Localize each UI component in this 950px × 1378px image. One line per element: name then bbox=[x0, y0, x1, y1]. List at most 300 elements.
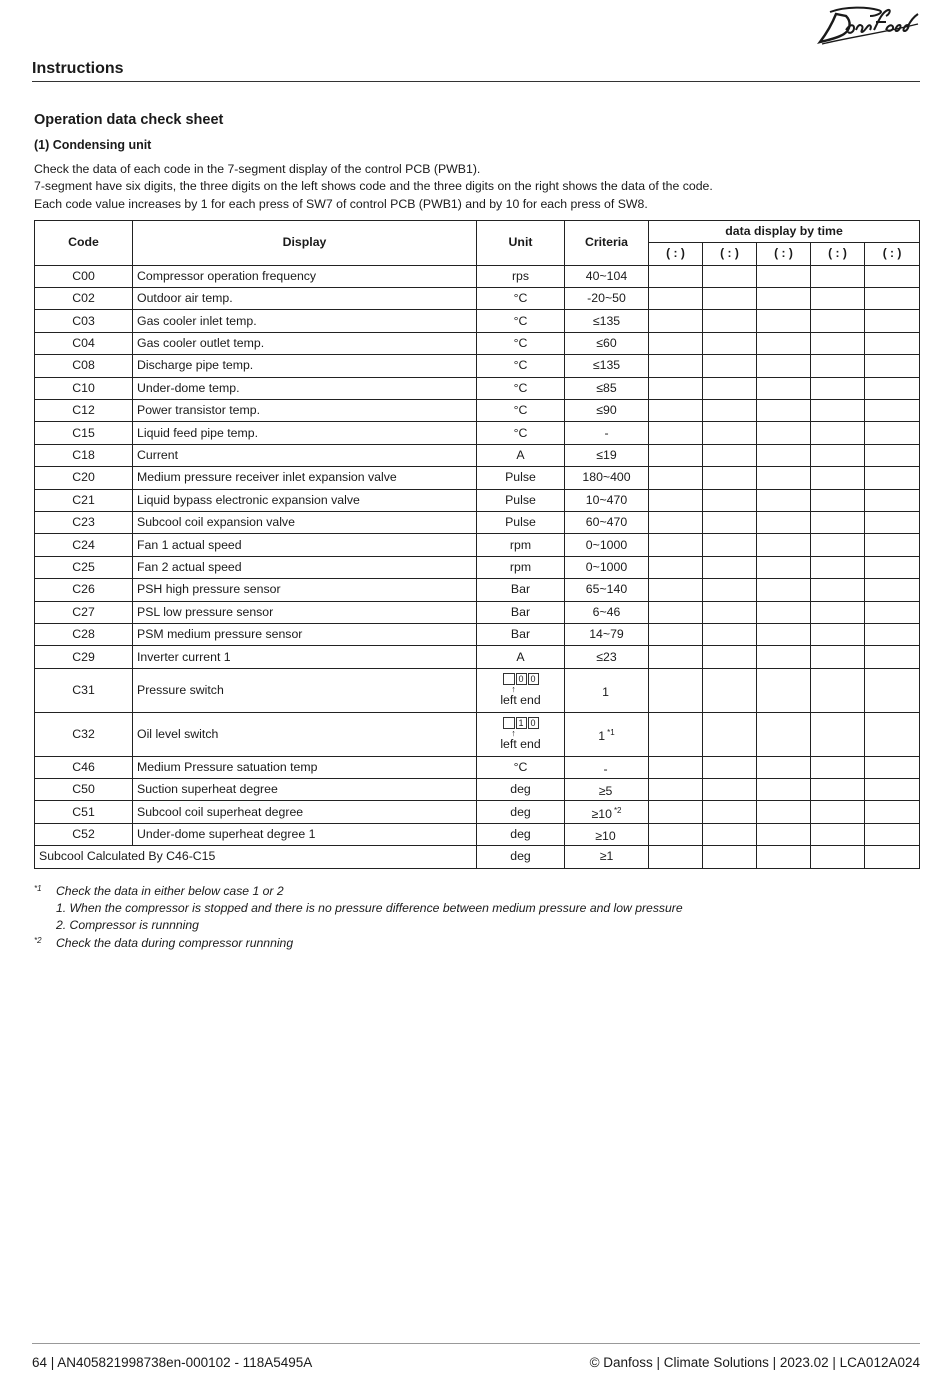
table-row bbox=[35, 332, 920, 354]
table-row bbox=[35, 646, 920, 668]
time-slot-cell[interactable] bbox=[757, 310, 811, 332]
time-slot-cell[interactable] bbox=[811, 400, 865, 422]
code-cell: C29 bbox=[35, 646, 133, 668]
intro-line: Check the data of each code in the 7-segment display of the control PCB (PWB1). bbox=[34, 162, 481, 176]
operation-data-table bbox=[34, 220, 920, 869]
display-cell: PSL low pressure sensor bbox=[133, 601, 477, 623]
code-cell: C12 bbox=[35, 400, 133, 422]
time-slot-cell[interactable] bbox=[649, 801, 703, 823]
time-slot-cell[interactable] bbox=[757, 823, 811, 845]
time-slot-cell[interactable] bbox=[865, 332, 920, 354]
footnote-line: 2. Compressor is runnning bbox=[56, 918, 199, 933]
time-slot-cell[interactable] bbox=[757, 422, 811, 444]
time-slot-cell[interactable] bbox=[811, 779, 865, 801]
time-slot-cell[interactable] bbox=[649, 556, 703, 578]
table-row bbox=[35, 712, 920, 756]
time-slot-cell[interactable] bbox=[757, 846, 811, 868]
footnote-line: 1. When the compressor is stopped and there is no pressure difference between medium pressure and low pressure bbox=[56, 900, 683, 915]
display-cell: Inverter current 1 bbox=[133, 646, 477, 668]
time-slot-cell[interactable] bbox=[703, 400, 757, 422]
time-slot-cell[interactable] bbox=[649, 489, 703, 511]
table-row bbox=[35, 422, 920, 444]
code-cell: C51 bbox=[35, 801, 133, 823]
code-cell: C02 bbox=[35, 288, 133, 310]
criteria-cell: ≤135 bbox=[565, 355, 649, 377]
danfoss-logo-icon bbox=[816, 4, 920, 46]
table-row bbox=[35, 534, 920, 556]
time-slot-cell[interactable] bbox=[811, 801, 865, 823]
footnote-ref: *2 bbox=[613, 805, 622, 815]
time-slot-cell[interactable] bbox=[703, 779, 757, 801]
time-slot-cell[interactable] bbox=[865, 489, 920, 511]
criteria-cell bbox=[565, 712, 649, 756]
criteria-value: ≥10 bbox=[591, 806, 612, 821]
time-slot-cell[interactable] bbox=[703, 823, 757, 845]
criteria-cell: ≤85 bbox=[565, 377, 649, 399]
time-slot-cell[interactable] bbox=[703, 801, 757, 823]
criteria-cell bbox=[565, 668, 649, 712]
table-row bbox=[35, 601, 920, 623]
code-cell: C00 bbox=[35, 265, 133, 287]
time-slot-cell[interactable] bbox=[649, 823, 703, 845]
footnote-mark: *2 bbox=[34, 935, 42, 945]
time-slot-cell[interactable] bbox=[811, 623, 865, 645]
arrow-up-icon: ↑ bbox=[511, 684, 516, 695]
time-slot-cell[interactable] bbox=[865, 467, 920, 489]
footnote-ref: *1 bbox=[607, 727, 615, 737]
time-slot-cell[interactable] bbox=[649, 846, 703, 868]
code-cell: C08 bbox=[35, 355, 133, 377]
time-slot-cell[interactable] bbox=[649, 712, 703, 756]
display-cell: Oil level switch bbox=[133, 712, 477, 756]
time-slot-cell[interactable] bbox=[811, 556, 865, 578]
table-row bbox=[35, 846, 920, 868]
time-slot-cell[interactable] bbox=[811, 601, 865, 623]
code-cell: C23 bbox=[35, 511, 133, 533]
criteria-cell: ≤135 bbox=[565, 310, 649, 332]
time-slot-cell[interactable] bbox=[811, 422, 865, 444]
time-slot-cell[interactable] bbox=[703, 355, 757, 377]
display-cell: PSH high pressure sensor bbox=[133, 579, 477, 601]
time-slot-cell[interactable] bbox=[649, 400, 703, 422]
time-slot-cell[interactable] bbox=[757, 534, 811, 556]
criteria-cell bbox=[565, 823, 649, 845]
code-cell: C31 bbox=[35, 668, 133, 712]
code-cell: C50 bbox=[35, 779, 133, 801]
time-slot-cell[interactable] bbox=[757, 467, 811, 489]
time-slot-cell[interactable] bbox=[865, 668, 920, 712]
time-slot-cell[interactable] bbox=[865, 823, 920, 845]
criteria-value: ≥10 bbox=[595, 829, 616, 844]
time-slot-cell[interactable] bbox=[703, 756, 757, 778]
time-slot-cell[interactable] bbox=[811, 355, 865, 377]
header-time-slot: ( : ) bbox=[757, 243, 811, 265]
arrow-up-icon: ↑ bbox=[511, 728, 516, 739]
time-slot-cell[interactable] bbox=[865, 400, 920, 422]
display-cell: Liquid bypass electronic expansion valve bbox=[133, 489, 477, 511]
time-slot-cell[interactable] bbox=[757, 623, 811, 645]
header-time-slot: ( : ) bbox=[865, 243, 920, 265]
unit-cell: rpm bbox=[477, 534, 565, 556]
criteria-cell: 180~400 bbox=[565, 467, 649, 489]
intro-line: Each code value increases by 1 for each press of SW7 of control PCB (PWB1) and by 10 for each press of SW8. bbox=[34, 196, 648, 211]
segment-digit: 0 bbox=[516, 673, 527, 685]
time-slot-cell[interactable] bbox=[865, 556, 920, 578]
time-slot-cell[interactable] bbox=[649, 332, 703, 354]
segment-display-cell bbox=[477, 712, 565, 756]
header-time-slot: ( : ) bbox=[811, 243, 865, 265]
criteria-cell: - bbox=[565, 422, 649, 444]
code-cell: C21 bbox=[35, 489, 133, 511]
time-slot-cell[interactable] bbox=[757, 377, 811, 399]
unit-cell: Pulse bbox=[477, 467, 565, 489]
unit-cell: Bar bbox=[477, 623, 565, 645]
time-slot-cell[interactable] bbox=[649, 601, 703, 623]
time-slot-cell[interactable] bbox=[703, 623, 757, 645]
time-slot-cell[interactable] bbox=[811, 377, 865, 399]
time-slot-cell[interactable] bbox=[865, 534, 920, 556]
time-slot-cell[interactable] bbox=[649, 511, 703, 533]
time-slot-cell[interactable] bbox=[757, 668, 811, 712]
time-slot-cell[interactable] bbox=[811, 288, 865, 310]
display-cell: Fan 2 actual speed bbox=[133, 556, 477, 578]
footer-divider bbox=[32, 1343, 920, 1344]
display-cell: Gas cooler inlet temp. bbox=[133, 310, 477, 332]
time-slot-cell[interactable] bbox=[865, 846, 920, 868]
unit-cell: rpm bbox=[477, 556, 565, 578]
segment-digits bbox=[481, 673, 560, 685]
segment-digit: 0 bbox=[528, 717, 539, 729]
time-slot-cell[interactable] bbox=[811, 668, 865, 712]
table-row bbox=[35, 511, 920, 533]
intro-text bbox=[34, 161, 920, 213]
unit-cell: A bbox=[477, 646, 565, 668]
unit-cell: Pulse bbox=[477, 489, 565, 511]
time-slot-cell[interactable] bbox=[811, 823, 865, 845]
table-row bbox=[35, 623, 920, 645]
code-cell: C27 bbox=[35, 601, 133, 623]
criteria-cell: 0~1000 bbox=[565, 534, 649, 556]
code-cell: C20 bbox=[35, 467, 133, 489]
segment-digit: 1 bbox=[516, 717, 527, 729]
table-row bbox=[35, 288, 920, 310]
display-cell: Gas cooler outlet temp. bbox=[133, 332, 477, 354]
table-row bbox=[35, 444, 920, 466]
code-cell: C26 bbox=[35, 579, 133, 601]
time-slot-cell[interactable] bbox=[649, 668, 703, 712]
time-slot-cell[interactable] bbox=[811, 534, 865, 556]
table-row bbox=[35, 265, 920, 287]
time-slot-cell[interactable] bbox=[649, 646, 703, 668]
display-cell: Compressor operation frequency bbox=[133, 265, 477, 287]
display-cell: Subcool coil superheat degree bbox=[133, 801, 477, 823]
document-body bbox=[34, 112, 920, 952]
time-slot-cell[interactable] bbox=[649, 422, 703, 444]
time-slot-cell[interactable] bbox=[811, 646, 865, 668]
time-slot-cell[interactable] bbox=[703, 511, 757, 533]
unit-cell: °C bbox=[477, 288, 565, 310]
header-time-slot: ( : ) bbox=[649, 243, 703, 265]
time-slot-cell[interactable] bbox=[757, 355, 811, 377]
footnotes bbox=[34, 883, 920, 952]
time-slot-cell[interactable] bbox=[757, 265, 811, 287]
time-slot-cell[interactable] bbox=[865, 801, 920, 823]
display-cell: Pressure switch bbox=[133, 668, 477, 712]
time-slot-cell[interactable] bbox=[703, 489, 757, 511]
unit-cell: °C bbox=[477, 400, 565, 422]
time-slot-cell[interactable] bbox=[649, 579, 703, 601]
time-slot-cell[interactable] bbox=[757, 511, 811, 533]
display-cell: PSM medium pressure sensor bbox=[133, 623, 477, 645]
time-slot-cell[interactable] bbox=[811, 265, 865, 287]
time-slot-cell[interactable] bbox=[811, 579, 865, 601]
time-slot-cell[interactable] bbox=[865, 623, 920, 645]
time-slot-cell[interactable] bbox=[703, 579, 757, 601]
segment-digits bbox=[481, 717, 560, 729]
footer-doc-id: 64 | AN405821998738en-000102 - 118A5495A bbox=[32, 1355, 313, 1370]
time-slot-cell[interactable] bbox=[649, 310, 703, 332]
header-display: Display bbox=[133, 220, 477, 265]
time-slot-cell[interactable] bbox=[757, 601, 811, 623]
table-row bbox=[35, 400, 920, 422]
time-slot-cell[interactable] bbox=[703, 846, 757, 868]
time-slot-cell[interactable] bbox=[649, 444, 703, 466]
time-slot-cell[interactable] bbox=[703, 332, 757, 354]
time-slot-cell[interactable] bbox=[865, 712, 920, 756]
unit-cell: Bar bbox=[477, 601, 565, 623]
time-slot-cell[interactable] bbox=[649, 534, 703, 556]
display-cell: Subcool coil expansion valve bbox=[133, 511, 477, 533]
unit-cell: Bar bbox=[477, 579, 565, 601]
table-row bbox=[35, 779, 920, 801]
unit-cell: deg bbox=[477, 801, 565, 823]
time-slot-cell[interactable] bbox=[703, 265, 757, 287]
time-slot-cell[interactable] bbox=[811, 712, 865, 756]
unit-cell: deg bbox=[477, 779, 565, 801]
criteria-cell: ≤23 bbox=[565, 646, 649, 668]
segment-digit: 0 bbox=[528, 673, 539, 685]
criteria-cell: ≤19 bbox=[565, 444, 649, 466]
header-time-slot: ( : ) bbox=[703, 243, 757, 265]
time-slot-cell[interactable] bbox=[811, 444, 865, 466]
criteria-value: - bbox=[603, 761, 608, 776]
table-row bbox=[35, 668, 920, 712]
segment-label: left end bbox=[500, 737, 541, 752]
time-slot-cell[interactable] bbox=[757, 556, 811, 578]
time-slot-cell[interactable] bbox=[865, 288, 920, 310]
code-cell: C52 bbox=[35, 823, 133, 845]
time-slot-cell[interactable] bbox=[703, 310, 757, 332]
time-slot-cell[interactable] bbox=[649, 779, 703, 801]
intro-line: 7-segment have six digits, the three digits on the left shows code and the three digits on the right shows the data of the code. bbox=[34, 179, 713, 194]
table-row bbox=[35, 556, 920, 578]
criteria-cell: 14~79 bbox=[565, 623, 649, 645]
unit-cell: °C bbox=[477, 310, 565, 332]
display-cell: Subcool Calculated By C46-C15 bbox=[35, 846, 477, 868]
unit-cell: °C bbox=[477, 355, 565, 377]
time-slot-cell[interactable] bbox=[865, 646, 920, 668]
time-slot-cell[interactable] bbox=[649, 288, 703, 310]
unit-cell: °C bbox=[477, 332, 565, 354]
time-slot-cell[interactable] bbox=[703, 377, 757, 399]
time-slot-cell[interactable] bbox=[757, 288, 811, 310]
display-cell: Under-dome temp. bbox=[133, 377, 477, 399]
time-slot-cell[interactable] bbox=[865, 444, 920, 466]
table-row bbox=[35, 823, 920, 845]
footnote-mark: *1 bbox=[34, 883, 42, 893]
time-slot-cell[interactable] bbox=[865, 756, 920, 778]
time-slot-cell[interactable] bbox=[757, 712, 811, 756]
display-cell: Under-dome superheat degree 1 bbox=[133, 823, 477, 845]
unit-cell: deg bbox=[477, 846, 565, 868]
criteria-cell: ≤90 bbox=[565, 400, 649, 422]
criteria-cell: 0~1000 bbox=[565, 556, 649, 578]
time-slot-cell[interactable] bbox=[865, 579, 920, 601]
unit-cell: rps bbox=[477, 265, 565, 287]
time-slot-cell[interactable] bbox=[757, 400, 811, 422]
time-slot-cell[interactable] bbox=[649, 623, 703, 645]
time-slot-cell[interactable] bbox=[703, 288, 757, 310]
time-slot-cell[interactable] bbox=[811, 511, 865, 533]
time-slot-cell[interactable] bbox=[703, 444, 757, 466]
table-row bbox=[35, 579, 920, 601]
code-cell: C04 bbox=[35, 332, 133, 354]
time-slot-cell[interactable] bbox=[757, 579, 811, 601]
time-slot-cell[interactable] bbox=[811, 489, 865, 511]
unit-cell: °C bbox=[477, 756, 565, 778]
footnote-1 bbox=[34, 883, 920, 935]
code-cell: C46 bbox=[35, 756, 133, 778]
time-slot-cell[interactable] bbox=[757, 444, 811, 466]
time-slot-cell[interactable] bbox=[703, 601, 757, 623]
time-slot-cell[interactable] bbox=[865, 355, 920, 377]
footnote-line: Check the data during compressor runnning bbox=[56, 935, 294, 950]
time-slot-cell[interactable] bbox=[811, 467, 865, 489]
criteria-cell bbox=[565, 801, 649, 823]
time-slot-cell[interactable] bbox=[649, 377, 703, 399]
code-cell: C15 bbox=[35, 422, 133, 444]
time-slot-cell[interactable] bbox=[865, 601, 920, 623]
code-cell: C25 bbox=[35, 556, 133, 578]
display-cell: Medium Pressure satuation temp bbox=[133, 756, 477, 778]
display-cell: Fan 1 actual speed bbox=[133, 534, 477, 556]
header-data-by-time: data display by time bbox=[649, 220, 920, 242]
time-slot-cell[interactable] bbox=[649, 467, 703, 489]
display-cell: Current bbox=[133, 444, 477, 466]
display-cell: Outdoor air temp. bbox=[133, 288, 477, 310]
code-cell: C32 bbox=[35, 712, 133, 756]
display-cell: Medium pressure receiver inlet expansion valve bbox=[133, 467, 477, 489]
time-slot-cell[interactable] bbox=[811, 846, 865, 868]
header-divider bbox=[32, 81, 920, 82]
unit-cell: °C bbox=[477, 377, 565, 399]
criteria-cell bbox=[565, 756, 649, 778]
criteria-cell: 65~140 bbox=[565, 579, 649, 601]
document-subtitle: (1) Condensing unit bbox=[34, 138, 152, 152]
time-slot-cell[interactable] bbox=[811, 310, 865, 332]
criteria-cell bbox=[565, 779, 649, 801]
table-row bbox=[35, 467, 920, 489]
table-row bbox=[35, 377, 920, 399]
time-slot-cell[interactable] bbox=[865, 377, 920, 399]
time-slot-cell[interactable] bbox=[649, 756, 703, 778]
time-slot-cell[interactable] bbox=[865, 511, 920, 533]
time-slot-cell[interactable] bbox=[703, 534, 757, 556]
time-slot-cell[interactable] bbox=[811, 756, 865, 778]
criteria-cell: 10~470 bbox=[565, 489, 649, 511]
header-unit: Unit bbox=[477, 220, 565, 265]
time-slot-cell[interactable] bbox=[757, 756, 811, 778]
time-slot-cell[interactable] bbox=[703, 467, 757, 489]
segment-label: left end bbox=[500, 693, 541, 708]
time-slot-cell[interactable] bbox=[865, 422, 920, 444]
footnote-line: Check the data in either below case 1 or 2 bbox=[56, 883, 284, 898]
criteria-value: 1 bbox=[602, 684, 609, 699]
time-slot-cell[interactable] bbox=[703, 712, 757, 756]
table-row bbox=[35, 355, 920, 377]
danfoss-logo bbox=[816, 4, 920, 46]
unit-cell: °C bbox=[477, 422, 565, 444]
display-cell: Liquid feed pipe temp. bbox=[133, 422, 477, 444]
time-slot-cell[interactable] bbox=[757, 489, 811, 511]
table-row bbox=[35, 756, 920, 778]
footer-copyright: © Danfoss | Climate Solutions | 2023.02 | LCA012A024 bbox=[589, 1355, 920, 1370]
time-slot-cell[interactable] bbox=[811, 332, 865, 354]
code-cell: C24 bbox=[35, 534, 133, 556]
table-row bbox=[35, 801, 920, 823]
time-slot-cell[interactable] bbox=[703, 556, 757, 578]
time-slot-cell[interactable] bbox=[757, 779, 811, 801]
criteria-cell: ≤60 bbox=[565, 332, 649, 354]
time-slot-cell[interactable] bbox=[865, 310, 920, 332]
time-slot-cell[interactable] bbox=[865, 265, 920, 287]
document-title: Operation data check sheet bbox=[34, 112, 224, 128]
time-slot-cell[interactable] bbox=[649, 265, 703, 287]
time-slot-cell[interactable] bbox=[757, 332, 811, 354]
criteria-cell: 60~470 bbox=[565, 511, 649, 533]
table-row bbox=[35, 310, 920, 332]
criteria-cell: 6~46 bbox=[565, 601, 649, 623]
time-slot-cell[interactable] bbox=[703, 646, 757, 668]
unit-cell: A bbox=[477, 444, 565, 466]
table-row bbox=[35, 489, 920, 511]
time-slot-cell[interactable] bbox=[865, 779, 920, 801]
criteria-cell: -20~50 bbox=[565, 288, 649, 310]
code-cell: C10 bbox=[35, 377, 133, 399]
time-slot-cell[interactable] bbox=[703, 668, 757, 712]
display-cell: Power transistor temp. bbox=[133, 400, 477, 422]
time-slot-cell[interactable] bbox=[649, 355, 703, 377]
code-cell: C03 bbox=[35, 310, 133, 332]
unit-cell: Pulse bbox=[477, 511, 565, 533]
code-cell: C18 bbox=[35, 444, 133, 466]
unit-cell: deg bbox=[477, 823, 565, 845]
code-cell: C28 bbox=[35, 623, 133, 645]
header-criteria: Criteria bbox=[565, 220, 649, 265]
segment-display-cell bbox=[477, 668, 565, 712]
display-cell: Discharge pipe temp. bbox=[133, 355, 477, 377]
time-slot-cell[interactable] bbox=[757, 646, 811, 668]
time-slot-cell[interactable] bbox=[703, 422, 757, 444]
display-cell: Suction superheat degree bbox=[133, 779, 477, 801]
criteria-value: 1 bbox=[598, 728, 606, 743]
criteria-cell: 40~104 bbox=[565, 265, 649, 287]
section-title: Instructions bbox=[32, 60, 124, 77]
criteria-value: ≥5 bbox=[598, 784, 613, 799]
criteria-cell: ≥1 bbox=[565, 846, 649, 868]
time-slot-cell[interactable] bbox=[757, 801, 811, 823]
footnote-2 bbox=[34, 935, 920, 952]
